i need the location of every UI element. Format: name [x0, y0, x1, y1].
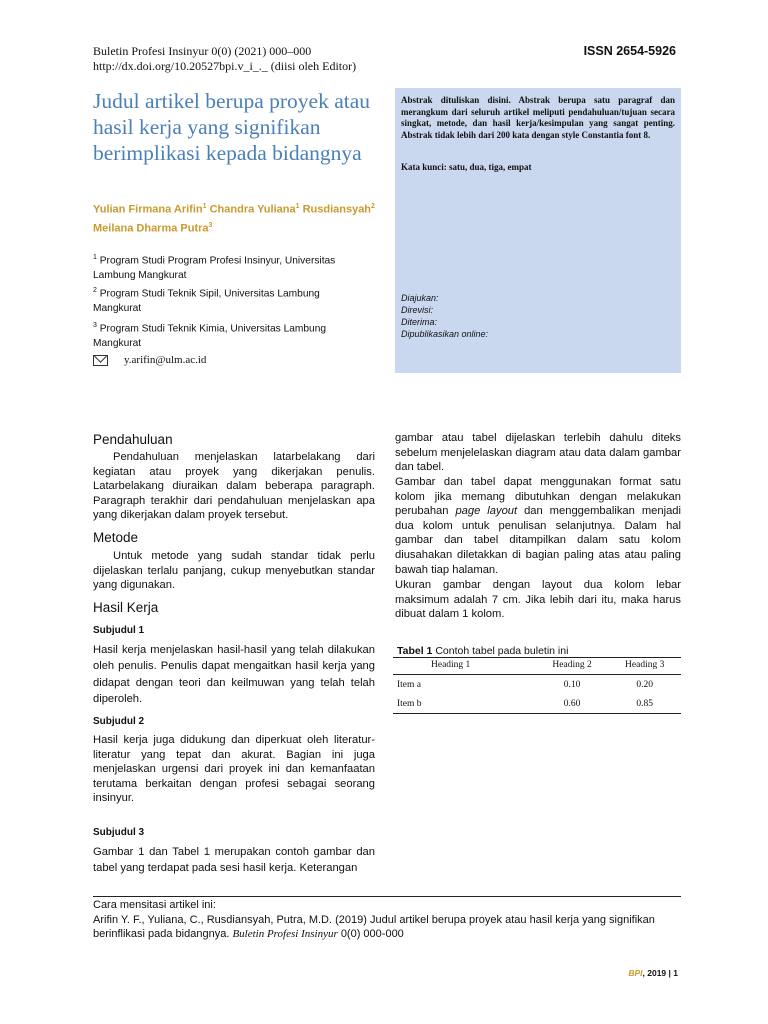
table-cell: 0.60 [536, 694, 609, 714]
author-name: Meilana Dharma Putra [93, 222, 209, 235]
citation-block [93, 898, 683, 942]
affiliation-sup: 2 [93, 287, 97, 294]
affiliation-text: Program Studi Teknik Sipil, Universitas Lambung Mangkurat [93, 288, 320, 315]
section-title-hasil-kerja: Hasil Kerja [93, 600, 159, 615]
date-revised: Direvisi: [401, 305, 434, 315]
table-caption-text: Contoh tabel pada buletin ini [432, 645, 569, 657]
table-header-cell: Heading 2 [536, 658, 609, 675]
paragraph-right-3: Ukuran gambar dengan layout dua kolom lebar maksimum adalah 7 cm. Jika lebih dari itu, maka harus dibuat dalam 1 kolom. [395, 579, 681, 621]
table-cell: 0.10 [563, 680, 581, 690]
section-title-pendahuluan: Pendahuluan [93, 432, 173, 447]
page-number: 1 [673, 968, 678, 978]
subsection-title-3: Subjudul 3 [93, 827, 145, 838]
citation-journal: Buletin Profesi Insinyur [232, 928, 338, 940]
author-sup: 2 [371, 203, 375, 210]
table-row [393, 694, 681, 714]
table-cell: Item a [397, 680, 422, 690]
citation-label: Cara mensitasi artikel ini: [93, 899, 216, 911]
citation-text [93, 913, 683, 942]
issn: ISSN 2654-5926 [583, 44, 676, 58]
paragraph-subjudul-2: Hasil kerja juga didukung dan diperkuat oleh literatur-literatur yang tepat dan akurat. Bagian ini juga menjelaskan urgensi dari proyek ini dan kemanfaatan terutama berkaitan dengan profesi sebagai seorang insinyur. [93, 734, 375, 805]
data-table [393, 657, 681, 714]
article-title: Judul artikel berupa proyek atau hasil kerja yang signifikan berimplikasi kepada bidangnya [93, 89, 371, 165]
paragraph-right-1: gambar atau tabel dijelaskan terlebih dahulu diteks sebelum menjelelaskan diagram atau data dalam gambar dan tabel. [395, 432, 681, 474]
doi-link[interactable]: http://dx.doi.org/10.20527bpi.v_i_._ (diisi oleh Editor) [93, 59, 357, 73]
table-header-cell: Heading 3 [608, 658, 681, 675]
author-name: Rusdiansyah [302, 203, 372, 216]
email-row [93, 354, 206, 366]
table-caption [397, 645, 568, 657]
page-footer [628, 968, 678, 978]
journal-header [93, 44, 356, 74]
affiliation [93, 318, 363, 351]
date-published: Dipublikasikan online: [401, 329, 489, 339]
table-cell: 0.20 [636, 680, 653, 690]
keywords: Kata kunci: satu, dua, tiga, empat [401, 162, 532, 172]
text-run: Gambar dan tabel dapat menggunakan format satu kolom jika memang dibutuhkan dengan melakukan perubahan [395, 476, 681, 518]
paragraph-right-2 [395, 475, 681, 577]
affiliation [93, 250, 363, 283]
table-header-row [393, 658, 681, 675]
citation-divider [93, 896, 681, 897]
author-list [93, 199, 393, 236]
author-sup: 1 [202, 203, 207, 210]
journal-line: Buletin Profesi Insinyur 0(0) (2021) 000–000 [93, 44, 312, 58]
affiliation-sup: 1 [93, 254, 97, 261]
footer-journal: BPI [628, 968, 643, 978]
author-sup: 3 [208, 221, 213, 229]
text-run: dan menggembalikan menjadi dua kolom untuk penulisan selanjutnya. Dalam hal gambar dan tabel ditampilkan dalam satu kolom diusahakan diletakkan di bagian paling atas atau paling bawah tiap halaman. [395, 505, 681, 576]
citation-body: Arifin Y. F., Yuliana, C., Rusdiansyah, Putra, M.D. (2019) Judul artikel berupa proyek atau hasil kerja yang signifikan berinflikasi pada bidangnya. [93, 913, 655, 940]
footer-year: , 2019 | [642, 968, 671, 978]
email-link[interactable]: y.arifin@ulm.ac.id [124, 354, 207, 366]
table-cell: Item b [393, 694, 536, 714]
table-row [393, 675, 681, 695]
table-header-cell: Heading 1 [393, 658, 536, 675]
affiliation-text: Program Studi Program Profesi Insinyur, Universitas Lambung Mangkurat [93, 255, 336, 282]
section-title-metode: Metode [93, 530, 139, 545]
subsection-title-2: Subjudul 2 [93, 716, 145, 727]
envelope-icon [93, 355, 108, 366]
author-name: Chandra Yuliana [209, 203, 296, 216]
paragraph-pendahuluan: Pendahuluan menjelaskan latarbelakang dari kegiatan atau proyek yang dikerjakan penulis. Latarbelakang diuraikan dalam beberapa paragraph. Paragraph terakhir dari pendahuluan menjelaskan apa yang dikerjakan dalam proyek tersebut. [93, 451, 375, 522]
table-label: Tabel 1 [397, 645, 433, 657]
submission-dates [401, 292, 488, 340]
text-run-italic: page layout [455, 505, 518, 518]
paragraph-metode: Untuk metode yang sudah standar tidak perlu dijelaskan terlalu panjang, cukup menyebutkan standar yang digunakan. [93, 550, 375, 592]
affiliation-sup: 3 [93, 322, 97, 329]
affiliation-text: Program Studi Teknik Kimia, Universitas Lambung Mangkurat [93, 323, 327, 350]
paragraph-subjudul-1: Hasil kerja menjelaskan hasil-hasil yang telah dilakukan oleh penulis. Penulis dapat mengaitkan hasil kerja yang didapat dengan teori dan keilmuwan yang telah telah diperoleh. [93, 644, 375, 706]
subsection-title-1: Subjudul 1 [93, 625, 145, 636]
author-name: Yulian Firmana Arifin [93, 203, 203, 216]
table-cell: 0.85 [608, 694, 681, 714]
abstract-text: Abstrak dituliskan disini. Abstrak berupa satu paragraf dan merangkum dari seluruh artikel meliputi pendahuluan/tujuan secara singkat, metode, dan hasil kerja/kesimpulan yang sangat penting. Abstrak tidak lebih dari 200 kata dengan style Constantia font 8. [401, 95, 675, 140]
date-submitted: Diajukan: [401, 293, 439, 303]
citation-volume: 0(0) 000-000 [340, 928, 404, 940]
paragraph-subjudul-3: Gambar 1 dan Tabel 1 merupakan contoh gambar dan tabel yang terdapat pada sesi hasil kerja. Keterangan [93, 846, 375, 874]
affiliation [93, 283, 363, 316]
date-accepted: Diterima: [401, 317, 438, 327]
author-sup: 1 [295, 203, 300, 210]
